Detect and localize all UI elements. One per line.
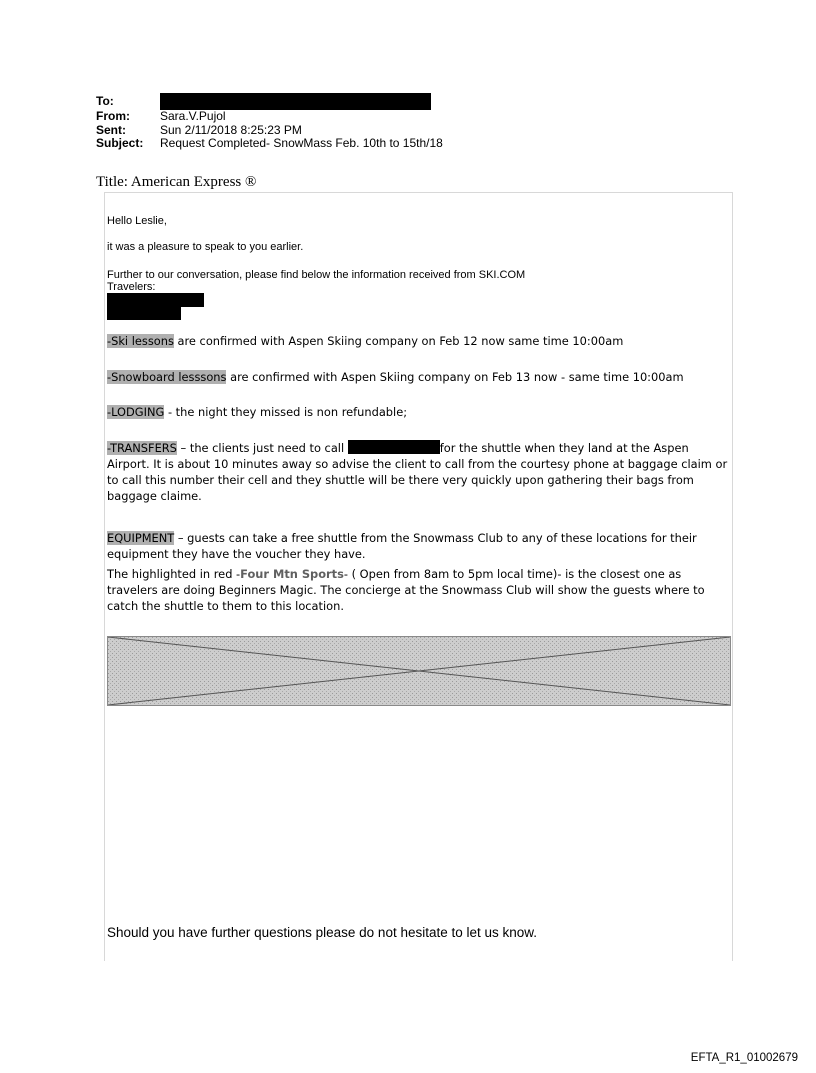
conversation-line: Further to our conversation, please find below the information received from SKI.COM: [107, 269, 526, 281]
snowboard-lessons-label: -Snowboard lesssons: [107, 370, 227, 384]
redaction-box: [348, 440, 440, 454]
from-label: From:: [96, 109, 130, 123]
lodging-text: - the night they missed is non refundable;: [164, 405, 408, 419]
transfers-text: – the clients just need to call: [176, 441, 348, 455]
greeting: Hello Leslie,: [107, 215, 167, 227]
highlight-intro: The highlighted in red -: [107, 567, 241, 581]
redaction-box: [107, 307, 181, 320]
transfers-text-continued: for the shuttle when they land at the Aspen Airport. It is about 10 minutes away so advise the client to call from the courtesy phone at baggage claim or to call this number their cell and they shuttle will be there very quickly upon gathering their bags from baggage claime.: [107, 441, 728, 503]
lodging-paragraph: [107, 404, 729, 420]
closing-line: Should you have further questions please do not hesitate to let us know.: [107, 925, 538, 940]
document-id: EFTA_R1_01002679: [690, 1052, 798, 1064]
redaction-box: [107, 293, 204, 307]
ski-lessons-label: -Ski lessons: [107, 334, 174, 348]
subject-row: [96, 137, 443, 151]
ski-lessons-text: are confirmed with Aspen Skiing company on Feb 12 now same time 10:00am: [173, 334, 624, 348]
intro-line: it was a pleasure to speak to you earlier.: [107, 241, 304, 253]
subject-label: Subject:: [96, 136, 144, 150]
four-mtn-sports: Four Mtn Sports: [240, 567, 344, 581]
from-value: Sara.V.Pujol: [160, 109, 226, 123]
highlight-details: - ( Open from 8am to 5pm local time)- is the closest one as travelers are doing Beginners Magic. The concierge at the Snowmass Club will show the guests where to catch the shuttle to them to this location.: [107, 567, 705, 613]
highlighted-location-paragraph: [107, 566, 729, 614]
subject-value: Request Completed- SnowMass Feb. 10th to 15th/18: [160, 136, 443, 150]
equipment-text: – guests can take a free shuttle from the Snowmass Club to any of these locations for their equipment they have the voucher they have.: [107, 531, 697, 561]
equipment-paragraph: [107, 530, 729, 562]
sent-label: Sent:: [96, 122, 126, 137]
snowboard-lessons-text: are confirmed with Aspen Skiing company on Feb 13 now - same time 10:00am: [226, 370, 684, 384]
email-header: [96, 95, 443, 151]
travelers-label: Travelers:: [107, 281, 156, 293]
to-row: [96, 95, 443, 110]
to-label: To:: [96, 94, 114, 108]
transfers-label: -TRANSFERS: [107, 441, 177, 455]
image-placeholder: [107, 636, 731, 706]
lodging-label: -LODGING: [107, 405, 165, 419]
equipment-label: EQUIPMENT: [107, 531, 175, 545]
broken-image-icon: [108, 637, 730, 705]
sent-row: [96, 124, 443, 138]
sent-value: Sun 2/11/2018 8:25:23 PM: [160, 122, 302, 137]
ski-lessons-paragraph: [107, 333, 729, 349]
document-title: Title: American Express ®: [96, 174, 257, 190]
redaction-box: [160, 93, 431, 110]
transfers-paragraph: [107, 440, 729, 504]
from-row: [96, 110, 443, 124]
snowboard-lessons-paragraph: [107, 369, 729, 385]
